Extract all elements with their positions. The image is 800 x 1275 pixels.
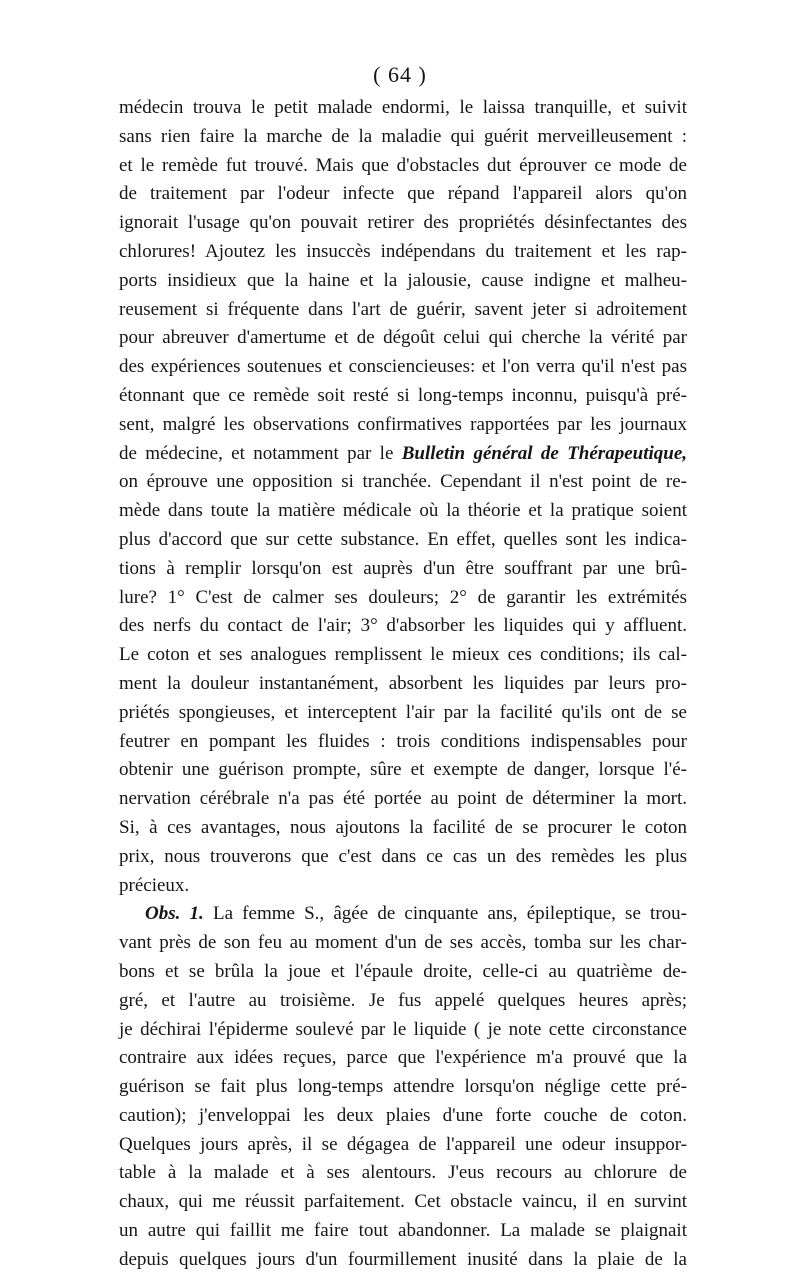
text-line: [119, 1102, 687, 1131]
text-line: [119, 526, 687, 555]
text-segment: reusement si fréquente dans l'art de guérir, savent jeter si adroitement: [119, 298, 687, 320]
text-line: [119, 180, 687, 209]
text-segment: vant près de son feu au moment d'un de ses accès, tomba sur les char-: [119, 932, 687, 954]
text-segment: je déchirai l'épiderme soulevé par le liquide ( je note cette circonstance: [119, 1018, 687, 1040]
text-segment: table à la malade et à ses alentours. J'eus recours au chlorure de: [119, 1162, 687, 1184]
text-line: [119, 382, 687, 411]
text-line: [119, 238, 687, 267]
text-line: [119, 872, 687, 901]
text-segment: feutrer en pompant les fluides : trois conditions indispensables pour: [119, 730, 687, 752]
text-line: [119, 900, 687, 929]
text-line: [119, 958, 687, 987]
text-segment: chaux, qui me réussit parfaitement. Cet obstacle vaincu, il en survint: [119, 1191, 687, 1213]
text-segment: des expériences soutenues et consciencieuses: et l'on verra qu'il n'est pas: [119, 356, 687, 378]
text-line: [119, 411, 687, 440]
text-line: [119, 1159, 687, 1188]
text-line: [119, 1073, 687, 1102]
text-line: [119, 209, 687, 238]
text-line: [119, 1246, 687, 1275]
text-segment: médecin trouva le petit malade endormi, le laissa tranquille, et suivit: [119, 97, 687, 118]
text-segment: caution); j'enveloppai les deux plaies d'une forte couche de coton.: [119, 1104, 687, 1126]
text-line: [119, 612, 687, 641]
text-segment: guérison se fait plus long-temps attendre lorsqu'on néglige cette pré-: [119, 1076, 687, 1098]
text-line: [119, 670, 687, 699]
text-line: [119, 785, 687, 814]
text-segment: ports insidieux que la haine et la jalousie, cause indigne et malheu-: [119, 269, 687, 291]
text-line: [119, 324, 687, 353]
text-line: [119, 641, 687, 670]
text-segment: contraire aux idées reçues, parce que l'expérience m'a prouvé que la: [119, 1047, 687, 1069]
text-segment: gré, et l'autre au troisième. Je fus appelé quelques heures après;: [119, 989, 687, 1011]
text-segment: de traitement par l'odeur infecte que répand l'appareil alors qu'on: [119, 183, 687, 205]
text-line: [119, 843, 687, 872]
text-line: [119, 296, 687, 325]
text-line: [119, 756, 687, 785]
text-segment: sans rien faire la marche de la maladie qui guérit merveilleusement :: [119, 125, 687, 147]
text-segment: un autre qui faillit me faire tout abandonner. La malade se plaignait: [119, 1220, 687, 1242]
observation-label: Obs. 1.: [145, 903, 204, 925]
text-line: [119, 1188, 687, 1217]
text-line: [119, 94, 687, 123]
text-segment: Si, à ces avantages, nous ajoutons la facilité de se procurer le coton: [119, 816, 687, 838]
text-segment: sent, malgré les observations confirmatives rapportées par les journaux: [119, 413, 687, 435]
text-segment: nervation cérébrale n'a pas été portée au point de déterminer la mort.: [119, 788, 687, 810]
text-line: [119, 152, 687, 181]
page-number: ( 64 ): [373, 62, 427, 87]
text-segment: prix, nous trouverons que c'est dans ce cas un des remèdes les plus: [119, 845, 687, 867]
text-segment: mède dans toute la matière médicale où la théorie et la pratique soient: [119, 500, 687, 522]
text-line: [119, 728, 687, 757]
text-line: [119, 1016, 687, 1045]
text-line: [119, 1217, 687, 1246]
text-segment: bons et se brûla la joue et l'épaule droite, celle-ci au quatrième de-: [119, 960, 687, 982]
text-segment: de médecine, et notamment par le: [119, 442, 402, 464]
text-line: [119, 814, 687, 843]
text-segment: ment la douleur instantanément, absorbent les liquides par leurs pro-: [119, 672, 687, 694]
text-segment: La femme S., âgée de cinquante ans, épileptique, se trou-: [203, 903, 687, 925]
text-segment: depuis quelques jours d'un fourmillement inusité dans la plaie de la: [119, 1248, 687, 1270]
text-line: [119, 555, 687, 584]
body-text: [119, 94, 687, 1275]
text-segment: priétés spongieuses, et interceptent l'air par la facilité qu'ils ont de se: [119, 701, 687, 723]
text-segment: plus d'accord que sur cette substance. En effet, quelles sont les indica-: [119, 528, 687, 550]
text-segment: Quelques jours après, il se dégagea de l'appareil une odeur insuppor-: [119, 1133, 687, 1155]
text-line: [119, 929, 687, 958]
text-segment: étonnant que ce remède soit resté si long-temps inconnu, puisqu'à pré-: [119, 384, 687, 406]
text-line: [119, 584, 687, 613]
text-segment: ignorait l'usage qu'on pouvait retirer des propriétés désinfectantes des: [119, 212, 687, 234]
journal-title: Bulletin général de Thérapeutique,: [401, 442, 688, 464]
text-segment: des nerfs du contact de l'air; 3° d'absorber les liquides qui y affluent.: [119, 615, 687, 637]
text-segment: précieux.: [119, 874, 190, 896]
text-line: [119, 497, 687, 526]
text-line: [119, 699, 687, 728]
text-line: [119, 440, 687, 469]
text-segment: on éprouve une opposition si tranchée. Cependant il n'est point de re-: [119, 471, 687, 493]
text-segment: chlorures! Ajoutez les insuccès indépendans du traitement et les rap-: [119, 240, 687, 262]
text-line: [119, 267, 687, 296]
text-line: [119, 1044, 687, 1073]
text-line: [119, 353, 687, 382]
text-segment: lure? 1° C'est de calmer ses douleurs; 2° de garantir les extrémités: [119, 586, 687, 608]
text-line: [119, 1131, 687, 1160]
text-segment: Le coton et ses analogues remplissent le mieux ces conditions; ils cal-: [119, 644, 687, 666]
text-segment: et le remède fut trouvé. Mais que d'obstacles dut éprouver ce mode de: [119, 154, 687, 176]
text-segment: pour abreuver d'amertume et de dégoût celui qui cherche la vérité par: [119, 327, 687, 349]
text-segment: obtenir une guérison prompte, sûre et exempte de danger, lorsque l'é-: [119, 759, 687, 781]
text-line: [119, 123, 687, 152]
text-segment: tions à remplir lorsqu'on est auprès d'un être souffrant par une brû-: [119, 557, 687, 579]
text-line: [119, 987, 687, 1016]
text-line: [119, 468, 687, 497]
